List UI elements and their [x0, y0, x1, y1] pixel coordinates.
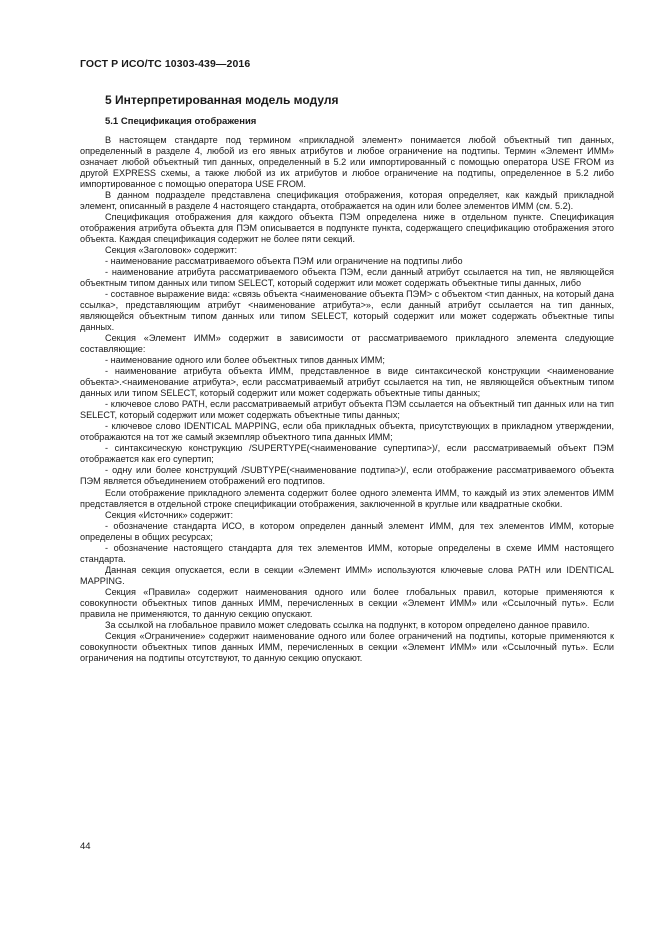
body-text — [80, 135, 614, 664]
list-item: - наименование рассматриваемого объекта ПЭМ или ограничение на подтипы либо — [105, 256, 463, 267]
list-item: - обозначение стандарта ИСО, в котором определен данный элемент ИММ, для тех элементов ИММ, которые определены в общих ресурсах; — [80, 520, 614, 542]
list-item: - ключевое слово PATH, если рассматриваемый атрибут объекта ПЭМ ссылается на объектный тип данных или на тип SELECT, который содержит или может содержать объектные типы данных; — [80, 399, 614, 421]
paragraph: Спецификация отображения для каждого объекта ПЭМ определена ниже в отдельном пункте. Спецификация отображения атрибута объекта для ПЭМ описывается в подпункте пункта, содержащего спецификацию отображения этого объекта. Каждая спецификация содержит не более пяти секций. — [80, 212, 614, 245]
subsection-title: 5.1 Спецификация отображения — [105, 116, 257, 127]
list-item: - наименование одного или более объектных типов данных ИММ; — [105, 355, 385, 366]
list-item: - обозначение настоящего стандарта для тех элементов ИММ, которые определены в схеме ИММ настоящего стандарта. — [80, 542, 614, 564]
list-item: - ключевое слово IDENTICAL MAPPING, если оба прикладных объекта, присутствующих в прикладном утверждении, отображаются на тот же самый экземпляр объектного типа данных ИММ; — [80, 421, 614, 443]
list-item: - наименование атрибута объекта ИММ, представленное в виде синтаксической конструкции <наименование объекта>.<наименование атрибута>, если рассматриваемый атрибут ссылается на тип, не являющейся объектным типом данных или типом SELECT, который содержит или может содержать объектные типы данных; — [80, 366, 614, 399]
paragraph: Секция «Ограничение» содержит наименование одного или более ограничений на подтипы, которые применяются к совокупности объектных типов данных ИММ, перечисленных в секции «Элемент ИММ» или «Ссылочный путь». Если ограничения на подтипы отсутствуют, то данную секцию опускают. — [80, 630, 614, 663]
list-item: - одну или более конструкций /SUBTYPE(<наименование подтипа>)/, если отображение рассматриваемого объекта ПЭМ является объединением отображений его подтипов. — [80, 465, 614, 487]
paragraph: Секция «Заголовок» содержит: — [105, 245, 237, 256]
paragraph: Секция «Источник» содержит: — [105, 509, 234, 520]
paragraph: В настоящем стандарте под термином «прикладной элемент» понимается любой объектный тип данных, определенный в разделе 4, любой из его явных атрибутов и любое ограничение на подтипы. Термин «Элемент ИММ» означает любой объектный тип данных, определенный в 5.2 или импортированный с помощью оператора USE FROM из другой EXPRESS схемы, а также любой из их атрибутов и любое ограничение на подтипы, определенное в 5.2 либо импортированное с помощью оператора USE FROM. — [80, 135, 614, 190]
list-item: - составное выражение вида: «связь объекта <наименование объекта ПЭМ> с объектом <тип данных, на который дана ссылка>, представляющим атрибут <наименование атрибута>», если данный атрибут ссылается на тип данных, являющейся объектным типом данных или типом SELECT, который содержит или может содержать объектные типы данных. — [80, 289, 614, 333]
paragraph: В данном подразделе представлена спецификация отображения, которая определяет, как каждый прикладной элемент, описанный в разделе 4 настоящего стандарта, отображается на один или более элементов ИММ (см. 5.2). — [80, 190, 614, 212]
document-header: ГОСТ Р ИСО/ТС 10303-439—2016 — [80, 58, 251, 70]
paragraph: Данная секция опускается, если в секции «Элемент ИММ» используются ключевые слова PATH или IDENTICAL MAPPING. — [80, 564, 614, 586]
list-item: - синтаксическую конструкцию /SUPERTYPE(<наименование супертипа>)/, если рассматриваемый объект ПЭМ отображается как его супертип; — [80, 443, 614, 465]
paragraph: Секция «Правила» содержит наименования одного или более глобальных правил, которые применяются к совокупности объектных типов данных ИММ, перечисленных в секции «Элемент ИММ» или «Ссылочный путь». Если правила не применяются, то данную секцию опускают. — [80, 586, 614, 619]
section-title: 5 Интерпретированная модель модуля — [105, 93, 339, 107]
paragraph: Секция «Элемент ИММ» содержит в зависимости от рассматриваемого прикладного элемента следующие составляющие: — [80, 333, 614, 355]
paragraph: За ссылкой на глобальное правило может следовать ссылка на подпункт, в котором определено данное правило. — [105, 619, 590, 630]
paragraph: Если отображение прикладного элемента содержит более одного элемента ИММ, то каждый из этих элементов ИММ представляется в отдельной строке спецификации отображения, заключенной в круглые или квадратные скобки. — [80, 487, 614, 509]
page-number: 44 — [80, 841, 91, 852]
list-item: - наименование атрибута рассматриваемого объекта ПЭМ, если данный атрибут ссылается на тип, не являющейся объектным типом данных или типом SELECT, который содержит или может содержать объектные типы данных, либо — [80, 267, 614, 289]
